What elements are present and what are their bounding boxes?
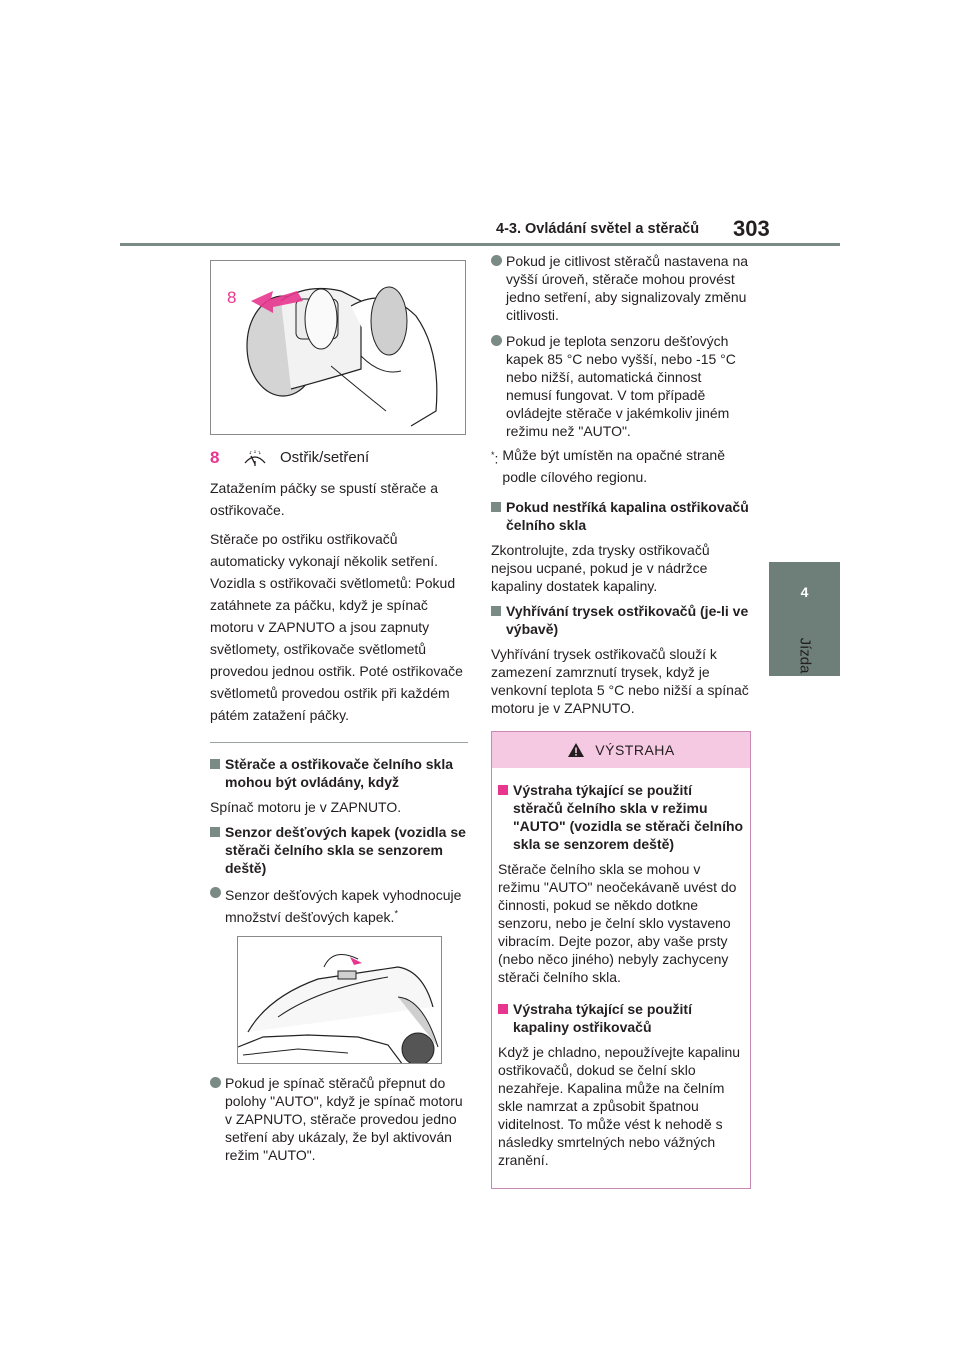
- section-heading-rain-sensor: [210, 823, 468, 877]
- heading-marker: [491, 502, 501, 512]
- item-number: 8: [210, 448, 220, 467]
- bullet-dot: [210, 1077, 221, 1088]
- figure-callout-8: 8: [227, 288, 237, 307]
- section-text-operable: Spínač motoru je v ZAPNUTO.: [210, 799, 402, 815]
- warning-text-auto: Stěrače čelního skla se mohou v režimu "AUTO" neočekávaně uvést do činnosti, pokud se někdo dotkne senzoru, nebo je čelní sklo vystaveno vibracím. Dejte pozor, aby vaše prsty (nebo něco jiného) nebyly zachyceny stěrači čelního skla.: [498, 861, 737, 985]
- warning-box: [491, 731, 751, 1189]
- footnote-mark: *:: [491, 450, 499, 467]
- section-text-nozzle-heating: Vyhřívání trysek ostřikovačů slouží k zamezení zamrznutí trysek, když je venkovní teplota 5 °C nebo nižší a spínač motoru je v ZAPNUTO.: [491, 646, 749, 716]
- chapter-label: [793, 633, 817, 683]
- bullet-rain-sensor: [210, 884, 468, 928]
- footnote-ref: *: [394, 908, 398, 919]
- heading-marker: [210, 759, 220, 769]
- bullet-dot: [491, 335, 502, 346]
- heading-text: Stěrače a ostřikovače čelního skla mohou být ovládány, když: [225, 756, 454, 790]
- heading-marker: [491, 606, 501, 616]
- heading-text: Výstraha týkající se použití kapaliny ostřikovačů: [513, 1001, 692, 1035]
- warning-header: [492, 732, 750, 768]
- heading-text: Senzor dešťových kapek (vozidla se stěrači čelního skla se senzorem deště): [225, 824, 466, 876]
- chapter-label-text: Jízda: [796, 637, 814, 674]
- bullet-text: Senzor dešťových kapek vyhodnocuje množství dešťových kapek.: [225, 887, 462, 925]
- heading-text: Výstraha týkající se použití stěračů čelního skla v režimu "AUTO" (vozidla se stěrači čelního skla se senzorem deště): [513, 782, 744, 852]
- section-divider: [210, 742, 468, 743]
- rain-sensor-illustration: [237, 936, 442, 1064]
- paragraph-after-wash: Stěrače po ostřiku ostřikovačů automaticky vykonají několik setření. Vozidla s ostřikovači světlometů: Pokud zatáhnete za páčku, když je spínač motoru v ZAPNUTO a jsou zapnuty světlomety, ostřikovače světlometů provedou jednou ostřik. Poté ostřikovače světlometů provedou ostřik při každém pátém zatažení páčky.: [210, 531, 463, 723]
- bullet-text: Pokud je spínač stěračů přepnut do polohy "AUTO", když je spínač motoru v ZAPNUTO, stěrače provedou jedno setření aby ukázaly, že byl aktivován režim "AUTO".: [225, 1075, 463, 1163]
- bullet-auto-mode: [210, 1074, 468, 1164]
- bullet-text: Pokud je teplota senzoru dešťových kapek 85 °C nebo vyšší, nebo -15 °C nebo nižší, automatická činnost nemusí fungovat. V tom případě ovládejte stěrače v jakémkoliv jiném režimu než "AUTO".: [506, 333, 736, 439]
- wiper-lever-illustration: [210, 260, 466, 435]
- footnote: [491, 444, 751, 488]
- heading-marker: [210, 827, 220, 837]
- wiper-lever-drawing: [211, 261, 466, 435]
- bullet-sensitivity: [491, 252, 751, 324]
- bullet-text: Pokud je citlivost stěračů nastavena na vyšší úroveň, stěrače mohou provést jedno setření, aby signalizovaly změnu citlivosti.: [506, 253, 749, 323]
- item-label: Ostřik/setření: [280, 449, 370, 466]
- header-rule: [120, 243, 840, 246]
- bullet-temperature: [491, 332, 751, 440]
- heading-text: Vyhřívání trysek ostřikovačů (je-li ve výbavě): [506, 603, 749, 637]
- right-column: [491, 252, 751, 1189]
- warning-heading-fluid: [498, 1000, 744, 1036]
- page-number: 303: [733, 216, 770, 241]
- warning-heading-auto: [498, 781, 744, 853]
- heading-marker: [498, 785, 508, 795]
- washer-icon: [242, 448, 268, 468]
- bullet-dot: [491, 255, 502, 266]
- paragraph-pull-lever: Zatažením páčky se spustí stěrače a ostřikovače.: [210, 480, 438, 518]
- heading-text: Pokud nestříká kapalina ostřikovačů čelního skla: [506, 499, 749, 533]
- section-heading-operable: [210, 755, 468, 791]
- rain-sensor-drawing: [238, 937, 442, 1064]
- section-text-no-fluid: Zkontrolujte, zda trysky ostřikovačů nejsou ucpané, pokud je v nádržce kapaliny dostatek kapaliny.: [491, 542, 710, 594]
- warning-text-fluid: Když je chladno, nepoužívejte kapalinu ostřikovačů, dokud se čelní sklo nezahřeje. Kapalina může na čelním skle namrzat a způsobit špatnou viditelnost. To může vést k nehodě s následky smrtelných nebo vážných zranění.: [498, 1044, 741, 1168]
- footnote-text: Může být umístěn na opačné straně podle cílového regionu.: [502, 447, 725, 485]
- left-column: [210, 260, 468, 1172]
- item-8: [210, 447, 468, 469]
- section-heading-nozzle-heating: [491, 602, 751, 638]
- section-title: 4-3. Ovládání světel a stěračů: [496, 221, 700, 237]
- warning-triangle-icon: [567, 742, 585, 758]
- chapter-number: 4: [800, 584, 809, 600]
- heading-marker: [498, 1004, 508, 1014]
- warning-body: [492, 768, 750, 1188]
- section-heading-no-fluid: [491, 498, 751, 534]
- bullet-dot: [210, 887, 221, 898]
- warning-title: VÝSTRAHA: [595, 742, 675, 758]
